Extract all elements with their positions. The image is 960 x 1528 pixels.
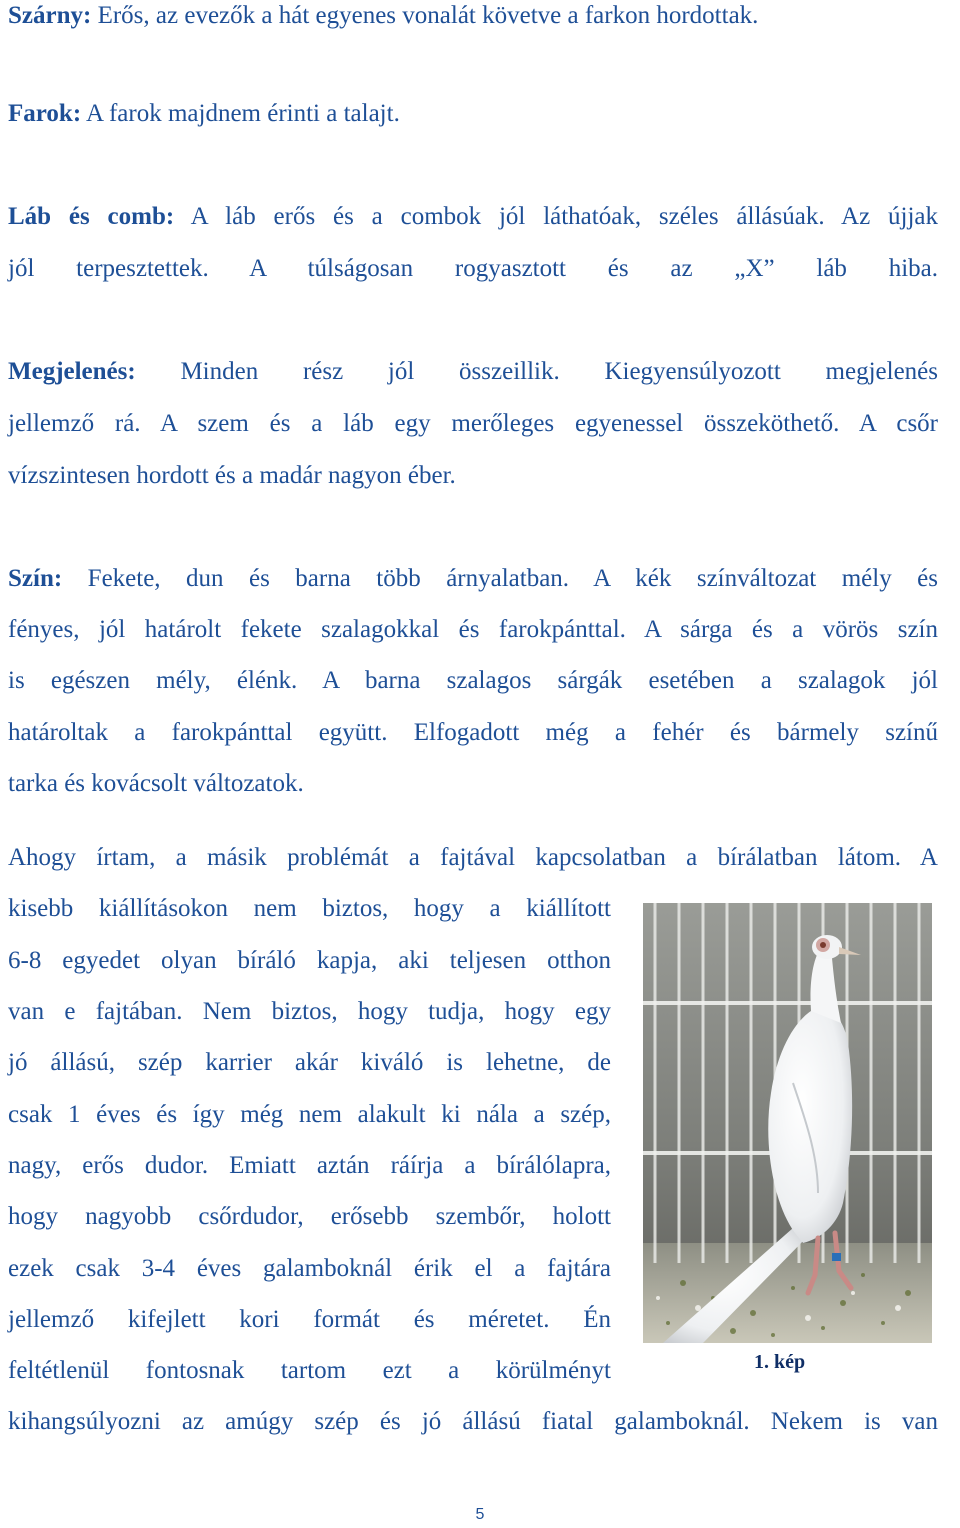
paragraph-line: tarka és kovácsolt változatok. <box>8 770 304 797</box>
paragraph-label: Szín: <box>8 565 63 592</box>
pigeon-photo <box>643 903 932 1343</box>
paragraph-label: Farok: <box>8 100 82 127</box>
body-text-line: nagy, erős dudor. Emiatt aztán ráírja a bírálólapra, <box>8 1152 611 1179</box>
paragraph-farok <box>8 98 938 130</box>
body-text-line: 6-8 egyedet olyan bíráló kapja, aki teljesen otthon <box>8 947 611 974</box>
body-text-line: hogy nagyobb csőrdudor, erősebb szembőr, holott <box>8 1203 611 1230</box>
body-text-line: feltétlenül fontosnak tartom ezt a körülményt <box>8 1357 611 1384</box>
paragraph-megjelenes <box>8 356 938 388</box>
paragraph-line: fényes, jól határolt fekete szalagokkal és farokpánttal. A sárga és a vörös szín <box>8 616 938 643</box>
paragraph-line: jól terpesztettek. A túlságosan rogyasztott és az „X” láb hiba. <box>8 255 938 282</box>
body-text-line: ezek csak 3-4 éves galamboknál érik el a fajtára <box>8 1255 611 1282</box>
paragraph-line: határoltak a farokpánttal együtt. Elfogadott még a fehér és bármely színű <box>8 719 938 746</box>
page-number: 5 <box>475 1506 485 1523</box>
paragraph-text: Minden rész jól összeillik. Kiegyensúlyozott megjelenés <box>180 358 938 385</box>
paragraph-label: Szárny: <box>8 2 92 29</box>
paragraph-szarny <box>8 0 938 32</box>
body-text-line: kisebb kiállításokon nem biztos, hogy a kiállított <box>8 895 611 922</box>
body-text-line: Ahogy írtam, a másik problémát a fajtával kapcsolatban a bírálatban látom. A <box>8 844 938 871</box>
body-text-line: csak 1 éves és így még nem alakult ki nála a szép, <box>8 1101 611 1128</box>
paragraph-text: A láb erős és a combok jól láthatóak, széles állásúak. Az újjak <box>190 203 938 230</box>
paragraph-label: Láb és comb: <box>8 203 175 230</box>
paragraph-line: jellemző rá. A szem és a láb egy merőleges egyenessel összeköthető. A csőr <box>8 410 938 437</box>
photo-caption: 1. kép <box>754 1351 806 1373</box>
body-text-line: van e fajtában. Nem biztos, hogy tudja, hogy egy <box>8 998 611 1025</box>
paragraph-line: is egészen mély, élénk. A barna szalagos sárgák esetében a szalagok jól <box>8 667 938 694</box>
paragraph-szin <box>8 563 938 595</box>
body-text-line: kihangsúlyozni az amúgy szép és jó állású fiatal galamboknál. Nekem is van <box>8 1408 938 1435</box>
body-text-line: jó állású, szép karrier akár kiváló is lehetne, de <box>8 1049 611 1076</box>
paragraph-text: A farok majdnem érinti a talajt. <box>86 100 400 127</box>
paragraph-lab-es-comb <box>8 201 938 233</box>
paragraph-text: Erős, az evezők a hát egyenes vonalát követve a farkon hordottak. <box>97 2 759 29</box>
paragraph-line: vízszintesen hordott és a madár nagyon éber. <box>8 462 456 489</box>
paragraph-text: Fekete, dun és barna több árnyalatban. A kék színváltozat mély és <box>87 565 939 592</box>
paragraph-label: Megjelenés: <box>8 358 136 385</box>
body-text-line: jellemző kifejlett kori formát és méretet. Én <box>8 1306 611 1333</box>
